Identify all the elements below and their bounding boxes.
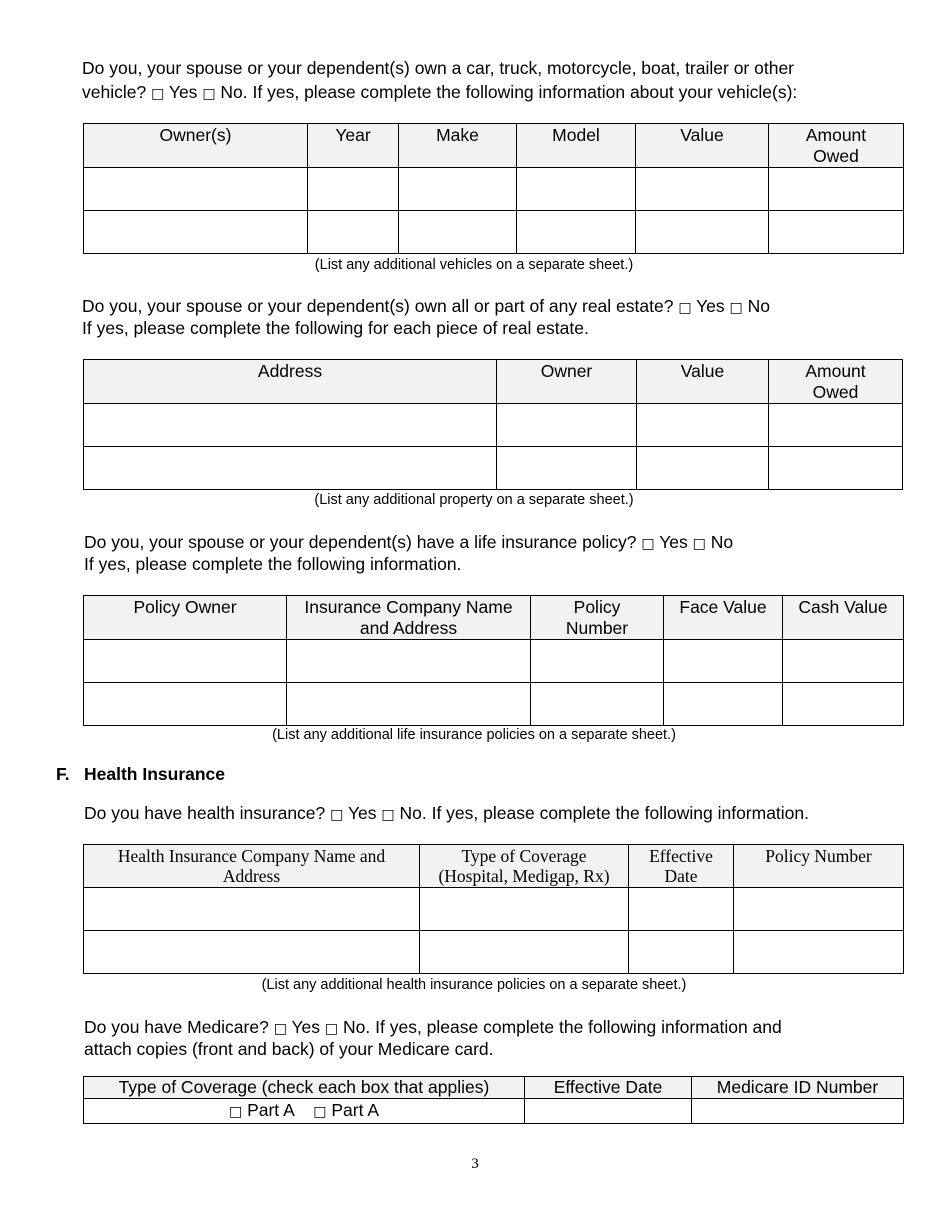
table-row <box>84 168 904 211</box>
table-cell[interactable] <box>84 211 308 254</box>
section-title: Health Insurance <box>84 764 226 784</box>
health-insurance-header-policy-number: Policy Number <box>734 845 904 888</box>
table-cell[interactable] <box>734 931 904 974</box>
table-cell[interactable] <box>84 640 287 683</box>
life-insurance-note: (List any additional life insurance policies on a separate sheet.) <box>272 727 676 743</box>
table-cell[interactable] <box>531 640 664 683</box>
health-insurance-question-prefix: Do you have health insurance? <box>84 803 326 823</box>
vehicles-question-suffix: If yes, please complete the following information about your vehicle(s): <box>252 82 798 102</box>
medicare-yes-checkbox[interactable]: □ <box>273 1021 287 1037</box>
table-cell[interactable] <box>531 683 664 726</box>
vehicles-header-make: Make <box>399 124 517 168</box>
real-estate-question-line2: If yes, please complete the following for each piece of real estate. <box>82 318 589 338</box>
vehicles-header-model: Model <box>517 124 636 168</box>
vehicles-question-line2 <box>82 81 797 105</box>
real-estate-yes-checkbox[interactable]: □ <box>678 300 692 316</box>
medicare-table <box>83 1076 904 1124</box>
vehicles-table <box>83 123 904 254</box>
medicare-effective-date-cell[interactable] <box>525 1099 692 1124</box>
page-number: 3 <box>471 1156 479 1172</box>
life-insurance-yes-checkbox[interactable]: □ <box>641 536 655 552</box>
table-cell[interactable] <box>517 211 636 254</box>
health-insurance-question <box>84 802 809 826</box>
vehicles-no-label: No. <box>220 82 248 102</box>
health-insurance-yes-label: Yes <box>347 803 377 823</box>
table-cell[interactable] <box>636 168 769 211</box>
life-insurance-question-line2: If yes, please complete the following information. <box>84 554 462 574</box>
table-row <box>84 931 904 974</box>
table-cell[interactable] <box>769 211 904 254</box>
vehicles-question-prefix: vehicle? <box>82 82 147 102</box>
health-insurance-table <box>83 844 904 974</box>
table-cell[interactable] <box>420 888 629 931</box>
table-cell[interactable] <box>517 168 636 211</box>
health-insurance-header-coverage: Type of Coverage (Hospital, Medigap, Rx) <box>420 845 629 888</box>
life-insurance-question-line1 <box>84 531 733 555</box>
vehicles-note: (List any additional vehicles on a separate sheet.) <box>314 257 634 273</box>
table-cell[interactable] <box>308 168 399 211</box>
table-cell[interactable] <box>636 211 769 254</box>
health-insurance-note: (List any additional health insurance policies on a separate sheet.) <box>261 977 687 993</box>
real-estate-question-line1 <box>82 295 770 319</box>
table-cell[interactable] <box>84 683 287 726</box>
table-cell[interactable] <box>769 404 903 447</box>
medicare-id-cell[interactable] <box>692 1099 904 1124</box>
real-estate-table <box>83 359 903 490</box>
health-insurance-no-label: No. <box>399 803 427 823</box>
table-cell[interactable] <box>84 168 308 211</box>
real-estate-header-address: Address <box>84 360 497 404</box>
table-cell[interactable] <box>308 211 399 254</box>
table-row <box>84 404 903 447</box>
life-insurance-question-prefix: Do you, your spouse or your dependent(s) have a life insurance policy? <box>84 532 637 552</box>
table-row <box>84 640 904 683</box>
table-cell[interactable] <box>497 404 637 447</box>
vehicles-no-checkbox[interactable]: □ <box>202 86 216 102</box>
table-row <box>84 1099 904 1124</box>
medicare-header-id-number: Medicare ID Number <box>692 1077 904 1099</box>
vehicles-header-amount-owed: Amount Owed <box>769 124 904 168</box>
health-insurance-header-company: Health Insurance Company Name and Address <box>84 845 420 888</box>
medicare-coverage-options <box>84 1099 525 1124</box>
medicare-question-suffix: If yes, please complete the following information and <box>375 1017 782 1037</box>
medicare-question-line1 <box>84 1016 782 1040</box>
table-cell[interactable] <box>287 683 531 726</box>
life-insurance-no-label: No <box>710 532 734 552</box>
real-estate-question-prefix: Do you, your spouse or your dependent(s) own all or part of any real estate? <box>82 296 674 316</box>
table-row <box>84 888 904 931</box>
section-letter: F. <box>56 764 70 784</box>
medicare-yes-label: Yes <box>291 1017 321 1037</box>
table-cell[interactable] <box>637 447 769 490</box>
table-cell[interactable] <box>420 931 629 974</box>
vehicles-yes-checkbox[interactable]: □ <box>151 86 165 102</box>
part-a-checkbox[interactable]: □ <box>228 1104 243 1120</box>
table-row <box>84 211 904 254</box>
vehicles-yes-label: Yes <box>168 82 198 102</box>
table-cell[interactable] <box>399 211 517 254</box>
table-cell[interactable] <box>629 888 734 931</box>
real-estate-no-checkbox[interactable]: □ <box>729 300 743 316</box>
table-cell[interactable] <box>769 447 903 490</box>
health-insurance-question-suffix: If yes, please complete the following information. <box>431 803 810 823</box>
table-cell[interactable] <box>497 447 637 490</box>
table-cell[interactable] <box>783 640 904 683</box>
table-cell[interactable] <box>637 404 769 447</box>
table-cell[interactable] <box>84 931 420 974</box>
health-insurance-yes-checkbox[interactable]: □ <box>330 807 344 823</box>
table-cell[interactable] <box>734 888 904 931</box>
life-insurance-header-policy-number: Policy Number <box>531 596 664 640</box>
life-insurance-header-policy-owner: Policy Owner <box>84 596 287 640</box>
vehicles-question-line1: Do you, your spouse or your dependent(s) own a car, truck, motorcycle, boat, trailer or other <box>82 58 795 78</box>
table-cell[interactable] <box>783 683 904 726</box>
table-cell[interactable] <box>629 931 734 974</box>
part-a-second-checkbox[interactable]: □ <box>313 1104 327 1120</box>
table-cell[interactable] <box>84 447 497 490</box>
life-insurance-no-checkbox[interactable]: □ <box>692 536 706 552</box>
medicare-no-label: No. <box>343 1017 371 1037</box>
medicare-question-line2: attach copies (front and back) of your Medicare card. <box>84 1039 494 1059</box>
real-estate-header-owner: Owner <box>497 360 637 404</box>
table-cell[interactable] <box>399 168 517 211</box>
vehicles-header-owners: Owner(s) <box>84 124 308 168</box>
health-insurance-header-effective-date: Effective Date <box>629 845 734 888</box>
table-cell[interactable] <box>664 640 783 683</box>
medicare-header-effective-date: Effective Date <box>525 1077 692 1099</box>
life-insurance-header-company: Insurance Company Name and Address <box>287 596 531 640</box>
real-estate-yes-label: Yes <box>696 296 725 316</box>
life-insurance-table <box>83 595 904 726</box>
life-insurance-header-face-value: Face Value <box>664 596 783 640</box>
table-cell[interactable] <box>664 683 783 726</box>
real-estate-note: (List any additional property on a separate sheet.) <box>314 492 634 508</box>
medicare-question-prefix: Do you have Medicare? <box>84 1017 269 1037</box>
table-row <box>84 683 904 726</box>
health-insurance-no-checkbox[interactable]: □ <box>381 807 395 823</box>
real-estate-header-amount-owed: Amount Owed <box>769 360 903 404</box>
table-cell[interactable] <box>84 404 497 447</box>
real-estate-header-value: Value <box>637 360 769 404</box>
life-insurance-yes-label: Yes <box>659 532 688 552</box>
vehicles-header-value: Value <box>636 124 769 168</box>
real-estate-no-label: No <box>747 296 771 316</box>
vehicles-header-year: Year <box>308 124 399 168</box>
part-a-label: Part A <box>247 1100 294 1120</box>
medicare-header-coverage: Type of Coverage (check each box that applies) <box>84 1077 525 1099</box>
table-cell[interactable] <box>769 168 904 211</box>
medicare-no-checkbox[interactable]: □ <box>324 1021 339 1037</box>
life-insurance-header-cash-value: Cash Value <box>783 596 904 640</box>
table-cell[interactable] <box>287 640 531 683</box>
part-a-second-label: Part A <box>331 1100 380 1120</box>
table-cell[interactable] <box>84 888 420 931</box>
table-row <box>84 447 903 490</box>
